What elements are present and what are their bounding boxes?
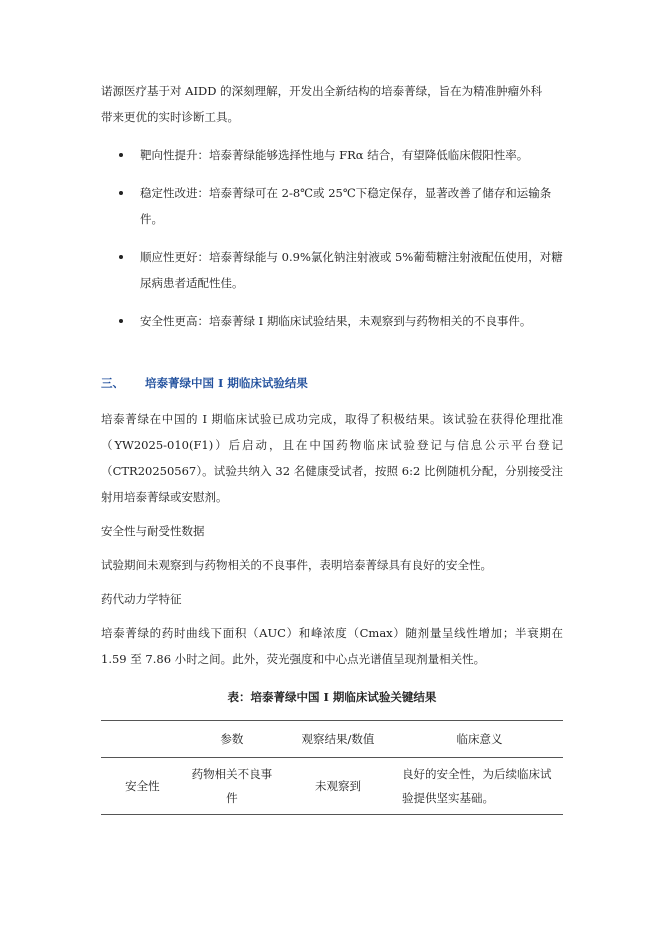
table-cell: 安全性	[125, 779, 160, 793]
table-header-cell	[101, 721, 184, 758]
bullet-icon	[119, 319, 123, 323]
bullet-icon	[119, 153, 123, 157]
feature-list	[101, 142, 563, 334]
table-header-cell: 观察结果/数值	[280, 721, 396, 758]
intro-line-1: 诺源医疗基于对 AIDD 的深刻理解，开发出全新结构的培泰菁绿，旨在为精准肿瘤外科	[101, 84, 543, 98]
pk-text: 培泰菁绿的药时曲线下面积（AUC）和峰浓度（Cmax）随剂量呈线性增加；半衰期在 1.59 至 7.86 小时之间。此外，荧光强度和中心点光谱值呈现剂量相关性。	[101, 626, 563, 666]
table-cell: 良好的安全性，为后续临床试验提供坚实基础。	[401, 767, 552, 805]
table-header-cell: 参数	[184, 721, 280, 758]
list-item-text: 靶向性提升：培泰菁绿能够选择性地与 FRα 结合，有望降低临床假阳性率。	[140, 148, 529, 162]
bullet-icon	[119, 191, 123, 195]
document-page	[101, 78, 563, 815]
bullet-icon	[119, 255, 123, 259]
list-item	[101, 142, 563, 168]
results-table	[101, 720, 563, 815]
safety-text: 试验期间未观察到与药物相关的不良事件，表明培泰菁绿具有良好的安全性。	[101, 558, 492, 572]
intro-paragraph	[101, 78, 563, 130]
trial-paragraph: 培泰菁绿在中国的 I 期临床试验已成功完成，取得了积极结果。该试验在获得伦理批准（YW2025-010(F1)）后启动，且在中国药物临床试验登记与信息公示平台登记（CTR20250567）。试验共纳入 32 名健康受试者，按照 6:2 比例随机分配，分别接受注射用培泰菁绿或安慰剂。	[101, 412, 563, 504]
list-item	[101, 308, 563, 334]
table-header-cell: 临床意义	[396, 721, 563, 758]
safety-heading: 安全性与耐受性数据	[101, 524, 205, 538]
section-title: 培泰菁绿中国 I 期临床试验结果	[145, 376, 308, 390]
table-caption: 表：培泰菁绿中国 I 期临床试验关键结果	[227, 690, 437, 704]
table-cell: 未观察到	[314, 779, 361, 793]
intro-line-2: 带来更优的实时诊断工具。	[101, 110, 239, 124]
table-header-row	[101, 721, 563, 758]
list-item-text: 稳定性改进：培泰菁绿可在 2-8℃或 25℃下稳定保存，显著改善了储存和运输条件。	[140, 186, 552, 226]
section-number: 三、	[101, 376, 124, 390]
list-item-text: 顺应性更好：培泰菁绿能与 0.9%氯化钠注射液或 5%葡萄糖注射液配伍使用，对糖尿病患者适配性佳。	[140, 250, 563, 290]
list-item-text: 安全性更高：培泰菁绿 I 期临床试验结果，未观察到与药物相关的不良事件。	[140, 314, 532, 328]
table-cell: 药物相关不良事件	[191, 767, 273, 805]
pk-heading: 药代动力学特征	[101, 592, 182, 606]
section-heading	[101, 370, 563, 396]
list-item	[101, 244, 563, 296]
list-item	[101, 180, 563, 232]
table-row	[101, 758, 563, 815]
